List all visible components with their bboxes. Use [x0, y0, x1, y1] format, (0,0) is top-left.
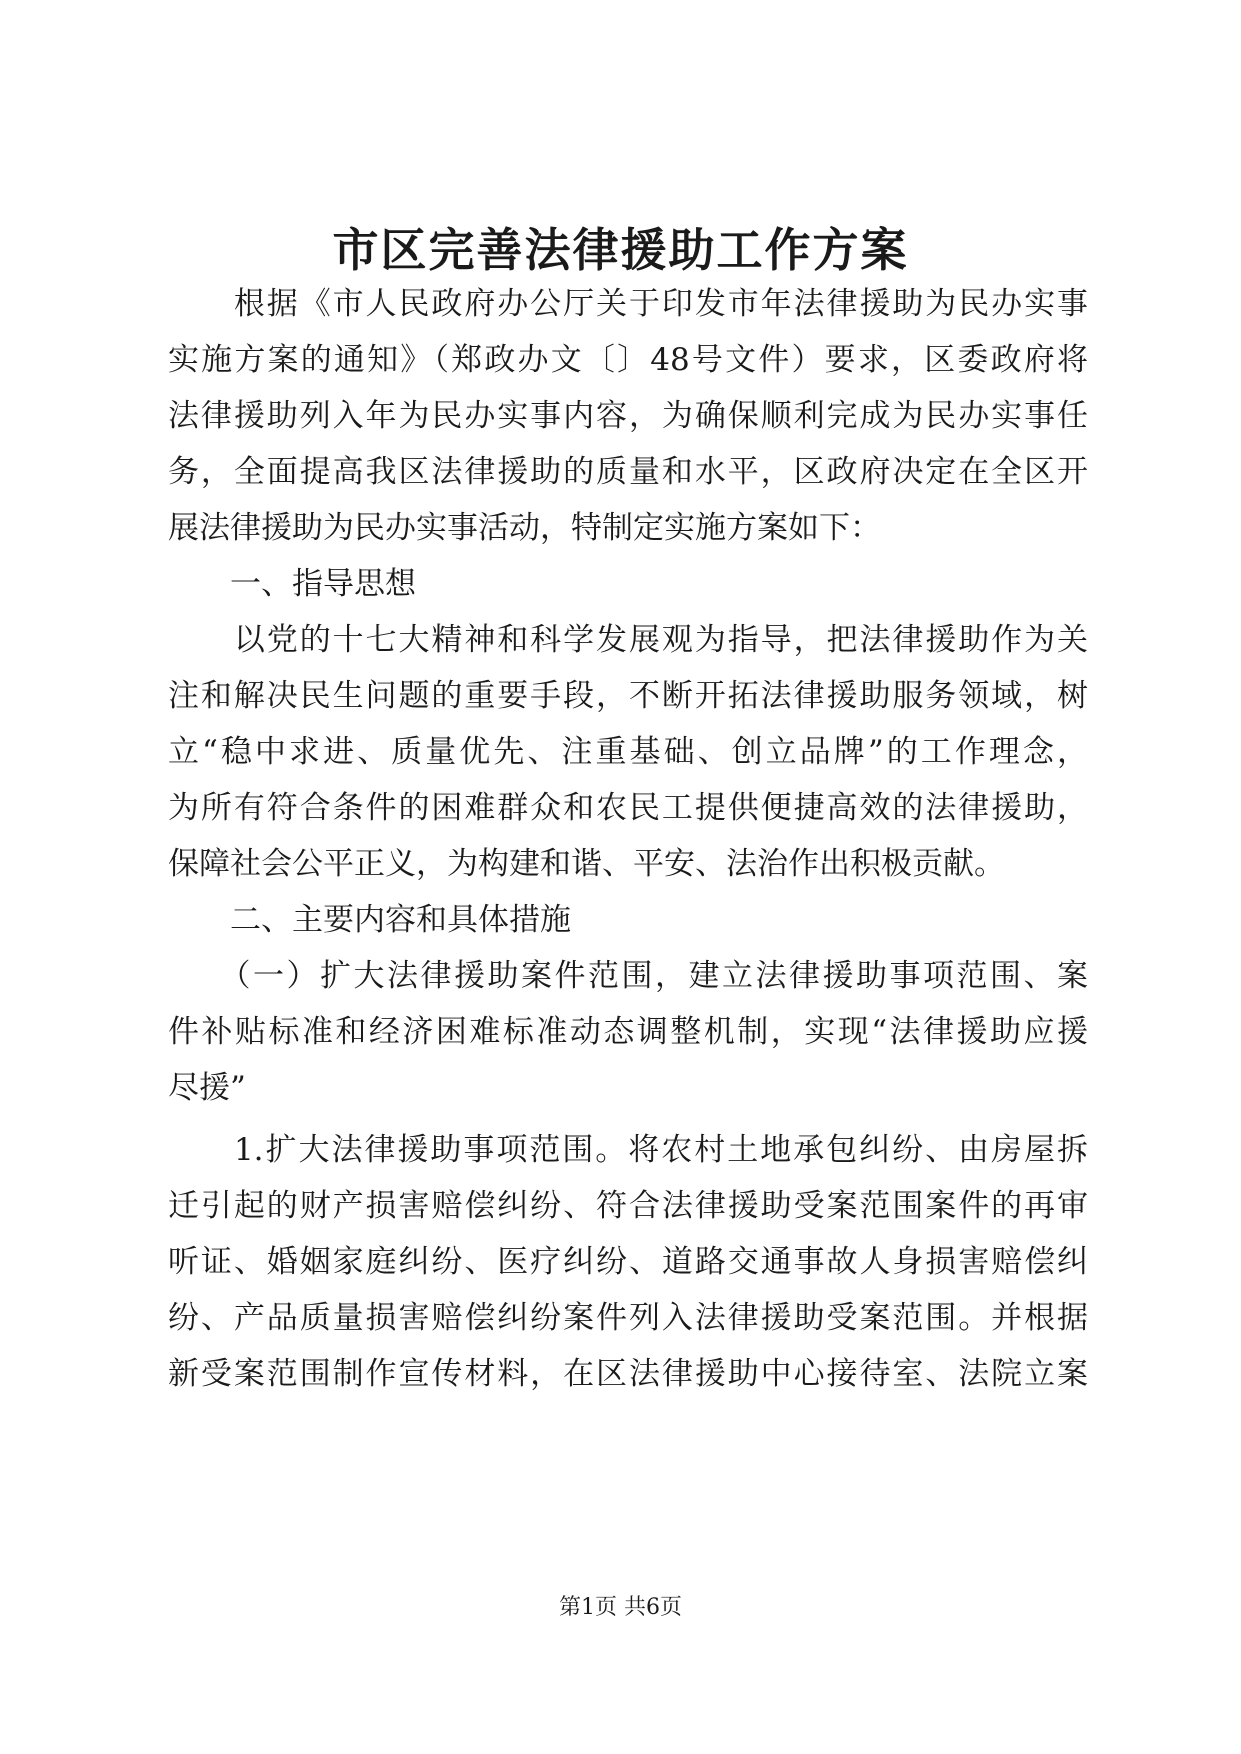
body-line: 件补贴标准和经济困难标准动态调整机制，实现“法律援助应援 [168, 1014, 1088, 1050]
body-line: 保障社会公平正义，为构建和谐、平安、法治作出积极贡献。 [168, 846, 1005, 882]
section-heading: 一、指导思想 [168, 566, 416, 602]
body-line: 纷、产品质量损害赔偿纠纷案件列入法律援助受案范围。并根据 [168, 1300, 1088, 1336]
body-line: 尽援” [168, 1070, 246, 1106]
body-line: 根据《市人民政府办公厅关于印发市年法律援助为民办实事 [168, 286, 1088, 322]
section-heading: 二、主要内容和具体措施 [168, 902, 571, 938]
body-line: 法律援助列入年为民办实事内容，为确保顺利完成为民办实事任 [168, 398, 1088, 434]
body-line: 1.扩大法律援助事项范围。将农村土地承包纠纷、由房屋拆 [168, 1132, 1088, 1168]
body-line: 展法律援助为民办实事活动，特制定实施方案如下： [168, 510, 881, 546]
body-line: 立“稳中求进、质量优先、注重基础、创立品牌”的工作理念， [168, 734, 1088, 770]
body-line: 实施方案的通知》（郑政办文〔〕48号文件）要求，区委政府将 [168, 342, 1088, 378]
page-footer: 第1页 共6页 [559, 1595, 682, 1620]
body-line: 以党的十七大精神和科学发展观为指导，把法律援助作为关 [168, 622, 1088, 658]
body-line: 迁引起的财产损害赔偿纠纷、符合法律援助受案范围案件的再审 [168, 1188, 1088, 1224]
body-line: 听证、婚姻家庭纠纷、医疗纠纷、道路交通事故人身损害赔偿纠 [168, 1244, 1088, 1280]
body-line: 为所有符合条件的困难群众和农民工提供便捷高效的法律援助， [168, 790, 1088, 826]
body-line: 注和解决民生问题的重要手段，不断开拓法律援助服务领域，树 [168, 678, 1088, 714]
document-title: 市区完善法律援助工作方案 [332, 223, 909, 277]
body-line: 新受案范围制作宣传材料，在区法律援助中心接待室、法院立案 [168, 1356, 1088, 1392]
body-line: （一）扩大法律援助案件范围，建立法律援助事项范围、案 [168, 958, 1088, 994]
body-line: 务，全面提高我区法律援助的质量和水平，区政府决定在全区开 [168, 454, 1088, 490]
